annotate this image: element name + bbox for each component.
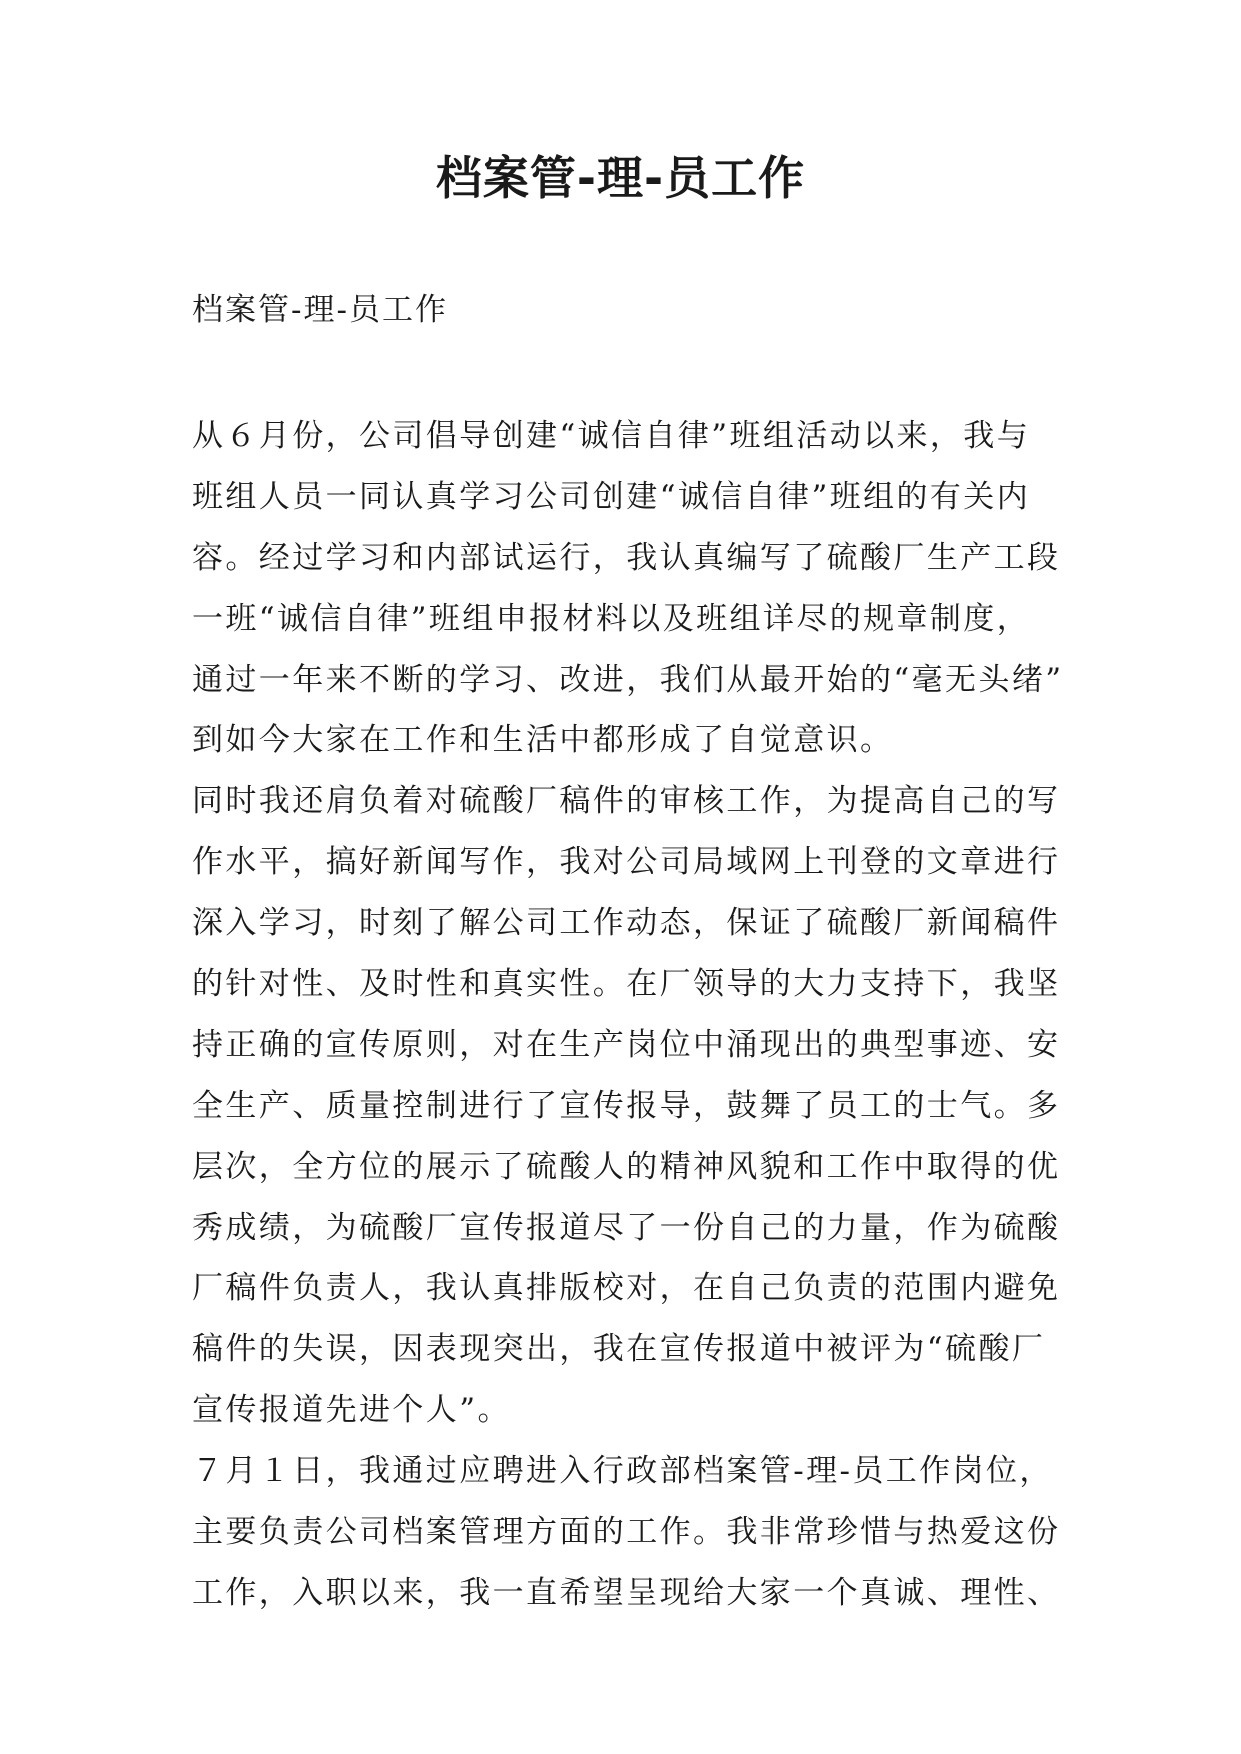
body-line: 稿件的失误，因表现突出，我在宣传报道中被评为“硫酸厂: [192, 1331, 1046, 1368]
body-line: 秀成绩，为硫酸厂宣传报道尽了一份自己的力量，作为硫酸: [192, 1209, 1061, 1246]
body-line: 到如今大家在工作和生活中都形成了自觉意识。: [192, 722, 894, 759]
body-line: 宣传报道先进个人”。: [192, 1392, 511, 1429]
body-line: 持正确的宣传原则，对在生产岗位中涌现出的典型事迹、安: [192, 1026, 1061, 1063]
body-line: 全生产、质量控制进行了宣传报导，鼓舞了员工的士气。多: [192, 1087, 1061, 1124]
body-line: 班组人员一同认真学习公司创建“诚信自律”班组的有关内: [192, 478, 1031, 515]
body-line: 的针对性、及时性和真实性。在厂领导的大力支持下，我坚: [192, 966, 1061, 1003]
body-line: 工作，入职以来，我一直希望呈现给大家一个真诚、理性、: [192, 1574, 1061, 1611]
body-line: 通过一年来不断的学习、改进，我们从最开始的“毫无头绪”: [192, 661, 1064, 698]
body-line: 同时我还肩负着对硫酸厂稿件的审核工作，为提高自己的写: [192, 783, 1061, 820]
body-line: 从６月份，公司倡导创建“诚信自律”班组活动以来，我与: [192, 418, 1031, 454]
body-line: 作水平，搞好新闻写作，我对公司局域网上刊登的文章进行: [192, 844, 1061, 881]
body-line: 主要负责公司档案管理方面的工作。我非常珍惜与热爱这份: [192, 1514, 1061, 1551]
body-line: 一班“诚信自律”班组申报材料以及班组详尽的规章制度，: [192, 600, 1031, 637]
body-line: 容。经过学习和内部试运行，我认真编写了硫酸厂生产工段: [192, 539, 1061, 576]
body-line: 深入学习，时刻了解公司工作动态，保证了硫酸厂新闻稿件: [192, 905, 1061, 942]
document-subtitle: 档案管-理-员工作: [192, 292, 448, 328]
body-line: 厂稿件负责人，我认真排版校对，在自己负责的范围内避免: [192, 1270, 1061, 1307]
document-title: 档案管-理-员工作: [435, 151, 806, 205]
document-body: [192, 406, 1192, 1624]
body-line: 层次，全方位的展示了硫酸人的精神风貌和工作中取得的优: [192, 1148, 1061, 1185]
body-line: ７月１日，我通过应聘进入行政部档案管-理-员工作岗位，: [192, 1453, 1053, 1490]
